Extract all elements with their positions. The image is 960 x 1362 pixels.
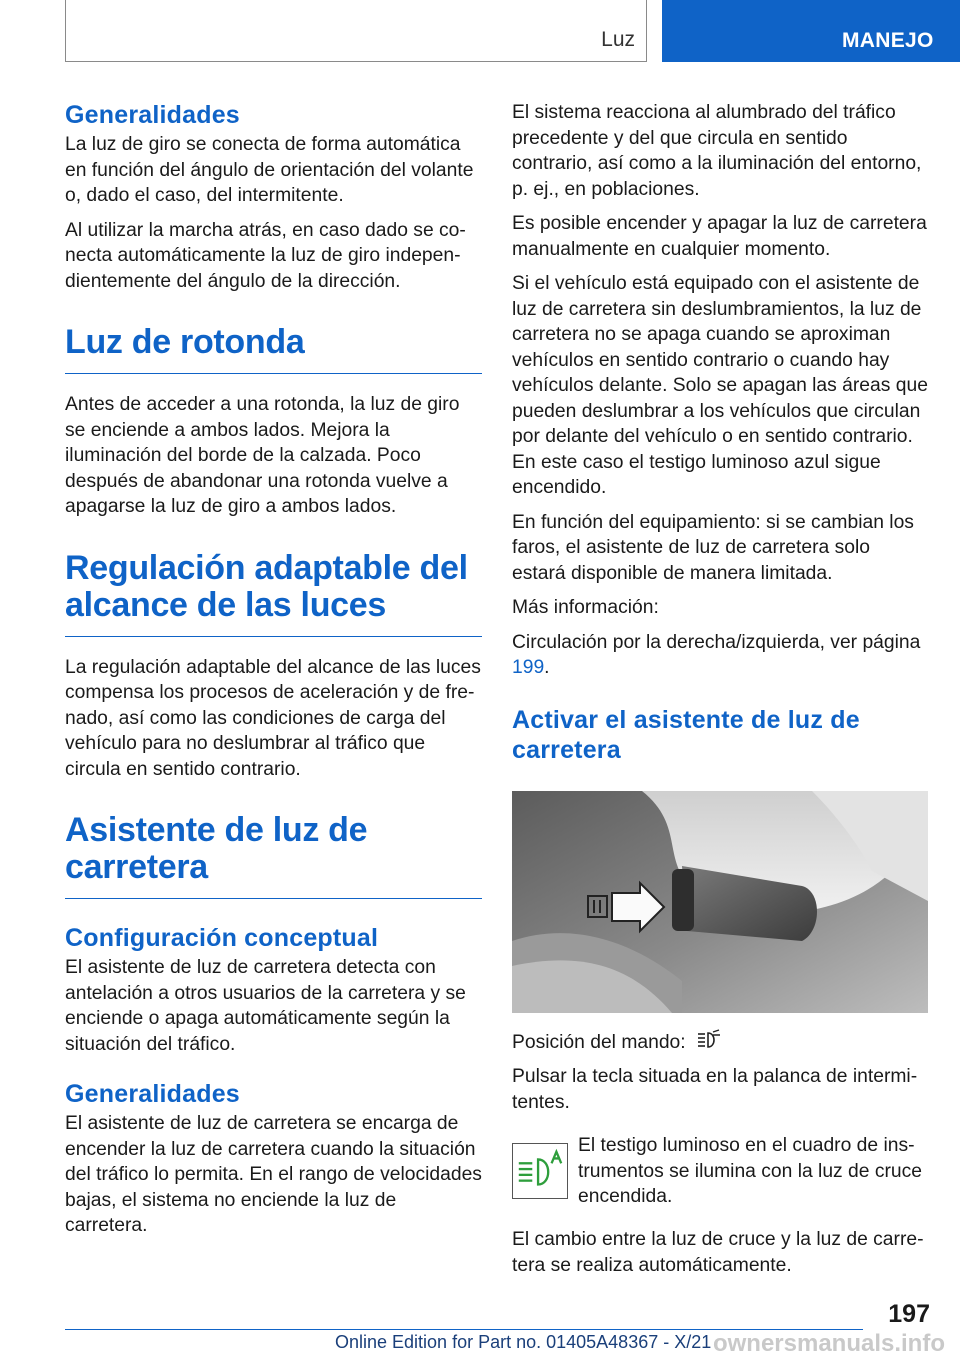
heading-rule — [65, 373, 482, 374]
indicator-note — [512, 1133, 928, 1213]
paragraph: El asistente de luz de carretera se encarga de encender la luz de carretera cuando la situación del tráfico lo permita. En el rango de velocidades bajas, el sistema no enciende la luz de carretera. — [65, 1113, 482, 1236]
heading-generalidades-2: Generalidades — [65, 1080, 240, 1108]
paragraph: Es posible encender y apagar la luz de carretera manualmente en cualquier momento. — [512, 213, 927, 260]
paragraph: Más información: — [512, 597, 659, 618]
footer-watermark-url: ownersmanuals.info — [712, 1330, 945, 1357]
lever-position-label — [512, 1029, 928, 1056]
paragraph: Pulsar la tecla situada en la palanca de intermitentes. — [512, 1066, 918, 1113]
high-beam-assist-icon — [696, 1029, 722, 1051]
link-suffix: . — [544, 657, 550, 678]
paragraph: Al utilizar la marcha atrás, en caso dado se conecta automáticamente la luz de giro independientemente del ángulo de la dirección. — [65, 219, 466, 292]
paragraph: Si el vehículo está equipado con el asistente de luz de carretera sin deslumbramientos, la luz de carretera no se apaga cuando se aproximan vehículos en sentido contrario o cuando hay vehículos delante. Solo se apagan las áreas que pueden deslumbrar a los vehículos que circulan por delante del vehículo o en sentido contrario. En este caso el testigo luminoso azul sigue encendido. — [512, 273, 928, 498]
paragraph-with-link — [512, 630, 928, 681]
link-prefix: Circulación por la derecha/izquierda, ver página — [512, 631, 921, 653]
heading-rule — [65, 898, 482, 899]
left-column — [65, 100, 482, 1248]
indicator-description: El testigo luminoso en el cuadro de instrumentos se ilumina con la luz de cruce encendida. — [578, 1135, 923, 1207]
header-chapter-tab: MANEJO — [662, 0, 960, 62]
heading-rule — [65, 636, 482, 637]
paragraph: Antes de acceder a una rotonda, la luz de giro se enciende a ambos lados. Mejora la iluminación del borde de la calzada. Poco después de abandonar una rotonda vuelve a apagarse la luz de giro a ambos lados. — [65, 394, 460, 517]
paragraph: La regulación adaptable del alcance de las luces compensa los procesos de aceleración y de frenado, así como las condiciones de carga del vehículo para no deslumbrar al tráfico que circula en sentido contrario. — [65, 656, 481, 780]
paragraph: El cambio entre la luz de cruce y la luz de carretera se realiza automáticamente. — [512, 1229, 924, 1276]
lever-position-text: Posición del mando: — [512, 1031, 686, 1053]
page-link-199[interactable]: 199 — [512, 657, 545, 678]
header-section-title: Luz — [601, 28, 635, 51]
heading-activar-asistente: Activar el asistente de luz de carretera — [512, 705, 860, 764]
right-column — [512, 100, 928, 1287]
footer-edition: Online Edition for Part no. 01405A48367 - X/21 — [335, 1332, 712, 1352]
heading-luz-de-rotonda: Luz de rotonda — [65, 323, 305, 361]
turn-signal-lever-photo — [512, 791, 928, 1013]
heading-configuracion-conceptual: Configuración conceptual — [65, 924, 379, 952]
paragraph: La luz de giro se conecta de forma automática en función del ángulo de orientación del volante o, dado el caso, del intermitente. — [65, 134, 474, 206]
paragraph: En función del equipamiento: si se cambian los faros, el asistente de luz de carretera solo estará disponible de manera limitada. — [512, 511, 914, 584]
heading-regulacion-adaptable: Regulación adaptable del alcance de las luces — [65, 548, 468, 624]
page-number: 197 — [888, 1300, 930, 1328]
paragraph: El sistema reacciona al alumbrado del tráfico precedente y del que circula en sentido contrario, así como a la iluminación del entorno, p. ej., en poblaciones. — [512, 102, 922, 200]
paragraph: El asistente de luz de carretera detecta con antelación a otros usuarios de la carretera y se enciende o apaga automáticamente según la situación del tráfico. — [65, 957, 466, 1055]
header-box — [65, 0, 647, 62]
heading-generalidades: Generalidades — [65, 101, 240, 129]
high-beam-assist-indicator-icon — [512, 1143, 568, 1199]
heading-asistente-luz-carretera: Asistente de luz de carretera — [65, 811, 368, 886]
